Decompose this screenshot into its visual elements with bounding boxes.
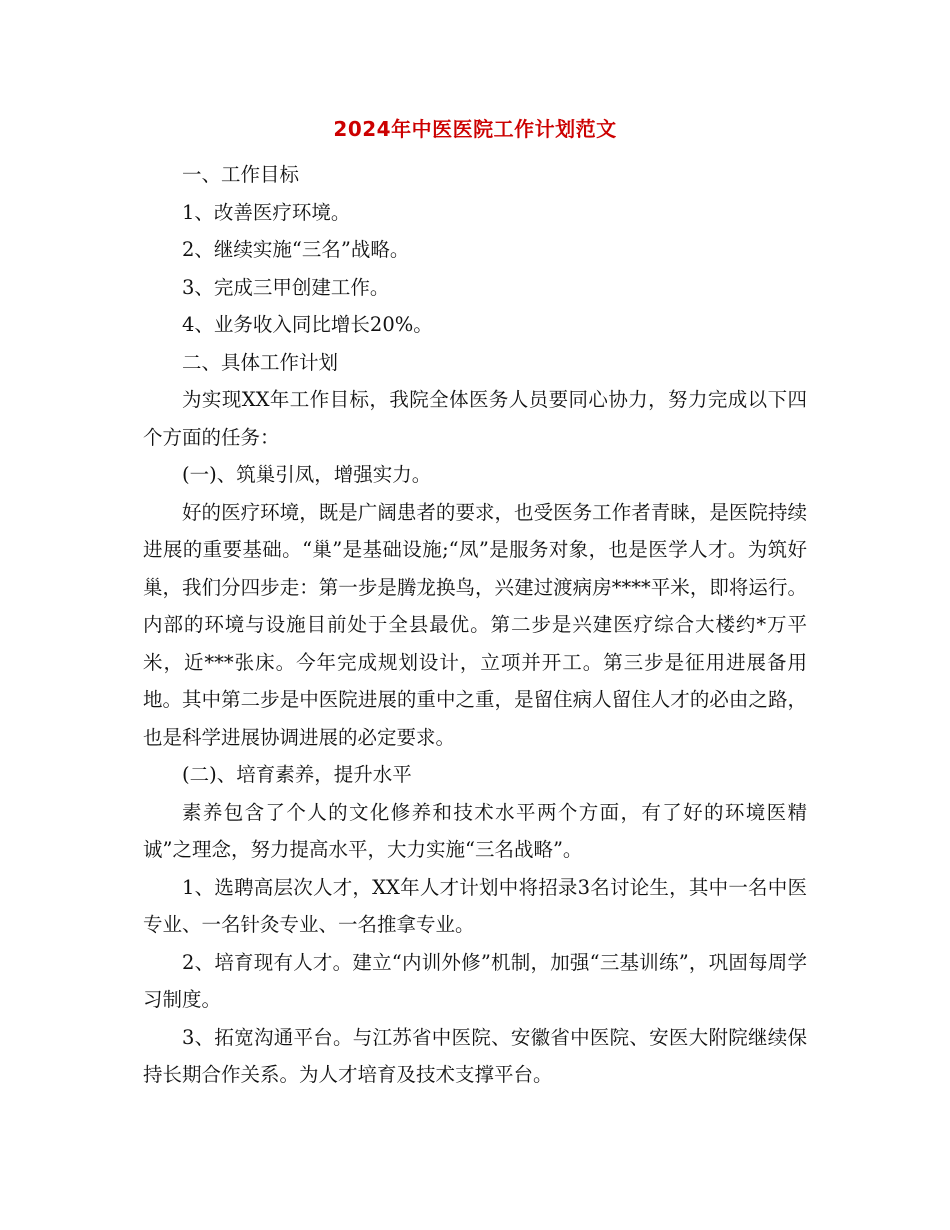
document-page: [143, 112, 807, 1094]
goal-item-1: 1、改善医疗环境。: [182, 200, 351, 224]
section-1-body: 好的医疗环境，既是广阔患者的要求，也受医务工作者青睐，是医院持续进展的重要基础。“巢”是基础设施;“凤”是服务对象，也是医学人才。为筑好巢，我们分四步走：第一步是腾龙换鸟，兴建过渡病房****平米，即将运行。内部的环境与设施目前处于全县最优。第二步是兴建医疗综合大楼约*万平米，近***张床。今年完成规划设计，立项并开工。第三步是征用进展备用地。其中第二步是中医院进展的重中之重，是留住病人留住人才的必由之路，也是科学进展协调进展的必定要求。: [143, 500, 807, 749]
heading-work-goals: 一、工作目标: [182, 163, 300, 186]
heading-specific-plan: 二、具体工作计划: [182, 350, 339, 374]
goal-item-4: 4、业务收入同比增长20%。: [182, 313, 433, 336]
document-title: 2024年中医医院工作计划范文: [333, 117, 617, 141]
talent-item-3: 3、拓宽沟通平台。与江苏省中医院、安徽省中医院、安医大附院继续保持长期合作关系。为人才培育及技术支撑平台。: [143, 1025, 807, 1086]
section-2-body: 素养包含了个人的文化修养和技术水平两个方面，有了好的环境医精诚”之理念，努力提高水平，大力实施“三名战略”。: [143, 800, 807, 861]
subheading-section-2: (二)、培育素养，提升水平: [182, 763, 412, 786]
goal-item-2: 2、继续实施“三名”战略。: [182, 238, 410, 261]
goal-item-3: 3、完成三甲创建工作。: [182, 275, 390, 299]
subheading-section-1: (一)、筑巢引凤，增强实力。: [182, 463, 432, 486]
talent-item-1: 1、选聘高层次人才，XX年人才计划中将招录3名讨论生，其中一名中医专业、一名针灸专业、一名推拿专业。: [143, 875, 807, 936]
talent-item-2: 2、培育现有人才。建立“内训外修”机制，加强“三基训练”，巩固每周学习制度。: [143, 950, 807, 1011]
plan-intro-paragraph: 为实现XX年工作目标，我院全体医务人员要同心协力，努力完成以下四个方面的任务：: [143, 388, 807, 449]
